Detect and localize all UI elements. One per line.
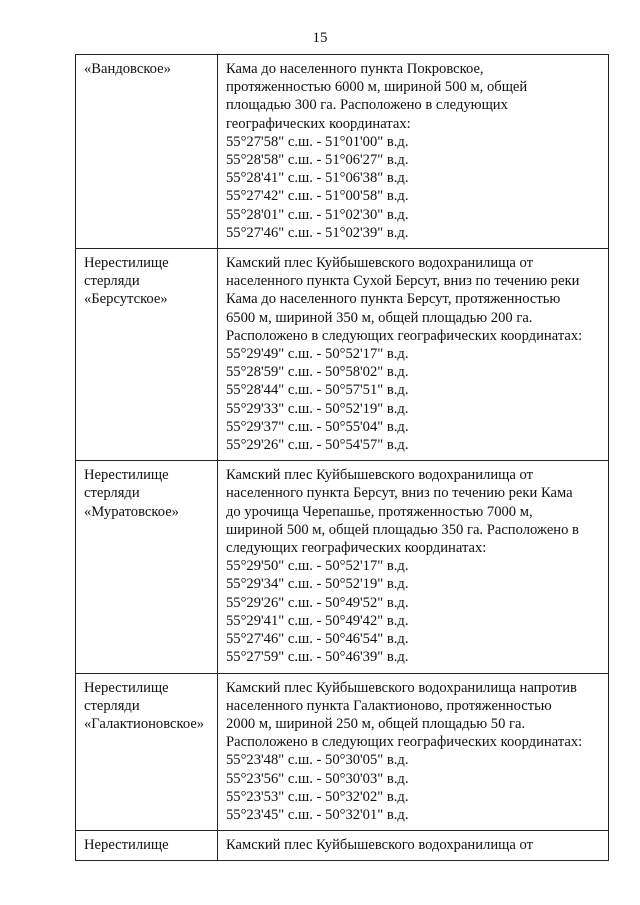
site-description-cell xyxy=(218,249,609,461)
description-line: Камский плес Куйбышевского водохранилища от xyxy=(226,255,533,272)
description-line: Камский плес Куйбышевского водохранилища напротив xyxy=(226,679,577,696)
description-line: 2000 м, шириной 250 м, общей площадью 50 га. xyxy=(226,715,526,732)
site-name-cell xyxy=(76,461,218,673)
coordinate-line: 55°29'50" с.ш. - 50°52'17" в.д. xyxy=(226,558,409,575)
description-line: Кама до населенного пункта Покровское, xyxy=(226,61,484,77)
site-name-line: стерляди xyxy=(84,485,140,502)
table-row xyxy=(76,249,609,461)
site-name-cell xyxy=(76,55,218,249)
coordinate-line: 55°27'46" с.ш. - 51°02'39" в.д. xyxy=(226,224,409,241)
page-number: 15 xyxy=(312,30,328,46)
description-line: площадью 300 га. Расположено в следующих xyxy=(226,97,508,114)
coordinate-line: 55°28'59" с.ш. - 50°58'02" в.д. xyxy=(226,364,409,381)
spawning-grounds-table xyxy=(75,54,609,861)
coordinate-line: 55°23'45" с.ш. - 50°32'01" в.д. xyxy=(226,806,409,823)
description-line: географических координатах: xyxy=(226,115,411,132)
site-description-cell xyxy=(218,461,609,673)
site-name-line: стерляди xyxy=(84,697,140,714)
site-name-line: Нерестилище xyxy=(84,837,169,854)
table-row xyxy=(76,55,609,249)
coordinate-line: 55°23'56" с.ш. - 50°30'03" в.д. xyxy=(226,770,409,787)
site-name-line: «Муратовское» xyxy=(84,503,179,520)
table-row xyxy=(76,673,609,831)
coordinate-line: 55°23'53" с.ш. - 50°32'02" в.д. xyxy=(226,788,409,805)
site-name-cell xyxy=(76,673,218,831)
site-name-line: «Галактионовское» xyxy=(84,715,205,732)
coordinate-line: 55°29'26" с.ш. - 50°54'57" в.д. xyxy=(226,437,409,454)
description-line: до урочища Черепашье, протяженностью 7000 м, xyxy=(226,503,533,520)
description-line: Кама до населенного пункта Берсут, протяженностью xyxy=(226,291,561,308)
site-name-line: Нерестилище xyxy=(84,467,169,484)
site-description-cell xyxy=(218,673,609,831)
coordinate-line: 55°23'48" с.ш. - 50°30'05" в.д. xyxy=(226,752,409,769)
site-name-line: «Берсутское» xyxy=(84,291,168,308)
coordinate-line: 55°29'33" с.ш. - 50°52'19" в.д. xyxy=(226,400,409,417)
description-line: следующих географических координатах: xyxy=(226,540,487,557)
description-line: Камский плес Куйбышевского водохранилища от xyxy=(226,467,533,484)
coordinate-line: 55°27'42" с.ш. - 51°00'58" в.д. xyxy=(226,188,409,205)
description-line: населенного пункта Берсут, вниз по течению реки Кама xyxy=(226,485,573,502)
description-line: протяженностью 6000 м, шириной 500 м, общей xyxy=(226,79,528,96)
site-name-line: Нерестилище xyxy=(84,679,169,696)
site-description-cell xyxy=(218,55,609,249)
description-line: Расположено в следующих географических координатах: xyxy=(226,734,583,751)
coordinate-line: 55°27'59" с.ш. - 50°46'39" в.д. xyxy=(226,649,409,666)
table-row xyxy=(76,831,609,861)
coordinate-line: 55°29'37" с.ш. - 50°55'04" в.д. xyxy=(226,418,409,435)
coordinate-line: 55°27'46" с.ш. - 50°46'54" в.д. xyxy=(226,631,409,648)
coordinate-line: 55°29'41" с.ш. - 50°49'42" в.д. xyxy=(226,612,409,629)
site-name-cell xyxy=(76,831,218,861)
site-name-cell xyxy=(76,249,218,461)
coordinate-line: 55°27'58" с.ш. - 51°01'00" в.д. xyxy=(226,133,409,150)
coordinate-line: 55°28'41" с.ш. - 51°06'38" в.д. xyxy=(226,170,409,187)
description-line: населенного пункта Галактионово, протяженностью xyxy=(226,697,552,714)
description-line: 6500 м, шириной 350 м, общей площадью 200 га. xyxy=(226,309,533,326)
coordinate-line: 55°29'26" с.ш. - 50°49'52" в.д. xyxy=(226,594,409,611)
coordinate-line: 55°29'49" с.ш. - 50°52'17" в.д. xyxy=(226,346,409,363)
coordinate-line: 55°28'44" с.ш. - 50°57'51" в.д. xyxy=(226,382,409,399)
site-description-cell xyxy=(218,831,609,861)
description-line: шириной 500 м, общей площадью 350 га. Расположено в xyxy=(226,521,579,538)
site-name-line: «Вандовское» xyxy=(84,61,171,77)
site-name-line: стерляди xyxy=(84,273,140,290)
description-line: населенного пункта Сухой Берсут, вниз по течению реки xyxy=(226,273,580,290)
coordinate-line: 55°28'58" с.ш. - 51°06'27" в.д. xyxy=(226,152,409,169)
coordinate-line: 55°29'34" с.ш. - 50°52'19" в.д. xyxy=(226,576,409,593)
table-row xyxy=(76,461,609,673)
description-line: Камский плес Куйбышевского водохранилища от xyxy=(226,837,533,854)
description-line: Расположено в следующих географических координатах: xyxy=(226,327,583,344)
site-name-line: Нерестилище xyxy=(84,255,169,272)
coordinate-line: 55°28'01" с.ш. - 51°02'30" в.д. xyxy=(226,206,409,223)
